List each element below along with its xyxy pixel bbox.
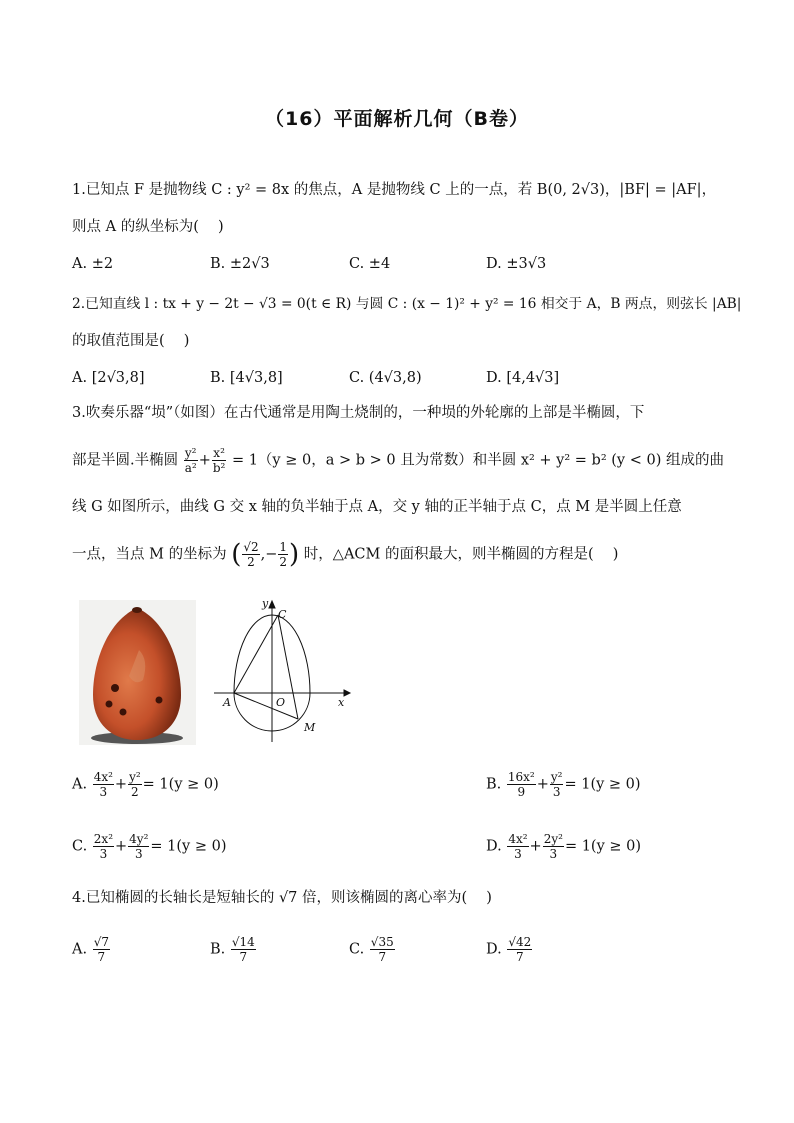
label-y: y: [262, 597, 269, 610]
q3-line4-lead: 一点，当点 M 的坐标为: [72, 546, 227, 563]
q3-stem-line2: 部是半圆.半椭圆 $\frac{\text{y²}}{\text{a²}}$ + $\frac{\text{x²}}{\text{b²}}$ = 1（y ≥ 0，a > b > 0 且为常数）和半圆 x² + y² = b² (y < 0) 组成的曲: [72, 446, 724, 475]
option-frac-2: [550, 770, 564, 799]
frac-den: 3: [99, 847, 108, 861]
q3-line2-lead: 部是半圆.半椭圆: [72, 452, 179, 469]
option-letter: B.: [210, 941, 226, 958]
frac-num: 16x²: [507, 770, 535, 784]
frac-den: 9: [517, 785, 526, 799]
option-letter: A.: [72, 776, 88, 793]
frac-den: 2: [131, 785, 139, 799]
option-letter: D.: [486, 838, 502, 855]
frac-num: 4y²: [129, 832, 149, 846]
frac-num: 2x²: [93, 832, 114, 846]
option-frac: [370, 935, 395, 964]
option-tail: = 1(y ≥ 0): [150, 838, 227, 855]
option-frac-1: [507, 832, 528, 861]
frac-den: 3: [514, 847, 522, 861]
q2-option-b: B. [4√3,8]: [210, 370, 283, 386]
label-a: A: [223, 696, 231, 709]
option-letter: C.: [72, 838, 88, 855]
segment-ac: [234, 615, 278, 693]
q4-option-c: [349, 935, 396, 964]
option-tail: = 1(y ≥ 0): [564, 776, 641, 793]
q3-line4-tail: 时，△ACM 的面积最大，则半椭圆的方程是( ): [303, 546, 619, 563]
q2-stem-line2: 的取值范围是( ): [72, 333, 190, 349]
q3-option-d: D. $\frac{\text{4x²}}{3}$ + $\frac{\text{2y²}}{3}$ = 1(y ≥ 0): [486, 832, 642, 861]
q3-coord-x: [242, 540, 259, 569]
frac-den: 2: [279, 555, 288, 569]
option-frac-1: [93, 832, 114, 861]
q1-option-b: B. ±2√3: [210, 256, 270, 272]
option-tail: = 1(y ≥ 0): [142, 776, 219, 793]
q3-stem-line4: 一点，当点 M 的坐标为 ( $\frac{√2}{2}$ ,− $\frac{1}{2}$ ) 时，△ACM 的面积最大，则半椭圆的方程是( ): [72, 539, 619, 570]
option-frac-1: [507, 770, 536, 799]
paren-close: ): [289, 539, 300, 570]
q3-option-a: A. $\frac{\text{4x²}}{3}$ + $\frac{\text{y²}}{2}$ = 1(y ≥ 0): [72, 770, 219, 799]
q1-option-d: D. ±3√3: [486, 256, 547, 272]
frac-den: 3: [549, 847, 558, 861]
label-c: C: [278, 608, 287, 621]
frac-den: 7: [515, 950, 524, 964]
q3-stem-line1: 3.吹奏乐器“埙”（如图）在古代通常是用陶土烧制的，一种埙的外轮廓的上部是半椭圆，下: [72, 405, 645, 421]
frac-num: √42: [508, 935, 532, 949]
frac-num: √35: [370, 935, 394, 949]
q1-stem-line1: 1.已知点 F 是抛物线 C : y² = 8x 的焦点，A 是抛物线 C 上的一点，若 B(0, 2√3)，|BF| = |AF|，: [72, 182, 717, 198]
label-o: O: [276, 696, 286, 709]
label-x: x: [338, 696, 345, 709]
frac-den: 3: [134, 847, 143, 861]
label-m: M: [304, 721, 316, 734]
paren-open: (: [231, 539, 242, 570]
q3-option-b: B. $\frac{\text{16x²}}{9}$ + $\frac{\text{y²}}{3}$ = 1(y ≥ 0): [486, 770, 641, 799]
option-letter: A.: [72, 941, 88, 958]
frac-den: 7: [378, 950, 387, 964]
frac-num: 4x²: [508, 832, 528, 846]
q1-stem-line2: 则点 A 的纵坐标为( ): [72, 219, 224, 235]
q3-coord-y: [278, 540, 288, 569]
frac-num: 1: [279, 540, 288, 554]
frac-num: x²: [213, 446, 225, 460]
option-frac: [93, 935, 110, 964]
frac-num: y²: [184, 446, 197, 460]
frac-den: 7: [97, 950, 106, 964]
option-frac: [507, 935, 532, 964]
q1-option-a: A. ±2: [72, 256, 114, 272]
q4-stem: 4.已知椭圆的长轴长是短轴长的 √7 倍，则该椭圆的离心率为( ): [72, 890, 492, 906]
xun-photo: [79, 600, 196, 745]
frac-den: b²: [212, 461, 226, 475]
option-frac-2: [128, 832, 149, 861]
q2-stem-line1: 2.已知直线 l : tx + y − 2t − √3 = 0(t ∈ R) 与圆 C : (x − 1)² + y² = 16 相交于 A，B 两点，则弦长 |AB|: [72, 296, 742, 312]
option-frac-2: [128, 770, 142, 799]
option-letter: D.: [486, 941, 502, 958]
option-letter: B.: [486, 776, 502, 793]
option-tail: = 1(y ≥ 0): [564, 838, 642, 855]
option-frac-2: [543, 832, 564, 861]
q2-option-a: A. [2√3,8]: [72, 370, 145, 386]
y-axis-arrow: [269, 601, 275, 608]
q3-ellipse-frac-x: [212, 446, 227, 475]
frac-den: 3: [552, 785, 561, 799]
frac-num: √14: [231, 935, 255, 949]
q4-option-b: [210, 935, 257, 964]
frac-num: √2: [243, 540, 259, 554]
q3-line2-tail: = 1（y ≥ 0，a > b > 0 且为常数）和半圆 x² + y² = b² (y < 0) 组成的曲: [231, 452, 724, 469]
frac-num: y²: [129, 770, 141, 784]
q4-option-d: [486, 935, 533, 964]
frac-den: 3: [99, 785, 108, 799]
option-frac: [231, 935, 256, 964]
q3-ellipse-frac-y: [184, 446, 198, 475]
segment-am: [234, 693, 298, 719]
curve-g-diagram: [214, 596, 354, 744]
frac-den: 2: [247, 555, 255, 569]
q2-option-c: C. (4√3,8): [349, 370, 422, 386]
option-letter: C.: [349, 941, 365, 958]
frac-num: 4x²: [93, 770, 113, 784]
frac-den: a²: [184, 461, 197, 475]
q2-option-d: D. [4,4√3]: [486, 370, 560, 386]
q3-stem-line3: 线 G 如图所示，曲线 G 交 x 轴的负半轴于点 A，交 y 轴的正半轴于点 C，点 M 是半圆上任意: [72, 499, 682, 515]
frac-num: y²: [550, 770, 563, 784]
frac-num: 2y²: [543, 832, 563, 846]
q3-option-c: C. $\frac{\text{2x²}}{3}$ + $\frac{\text{4y²}}{3}$ = 1(y ≥ 0): [72, 832, 227, 861]
frac-num: √7: [93, 935, 109, 949]
x-axis-arrow: [344, 690, 350, 696]
frac-den: 7: [239, 950, 248, 964]
q4-option-a: [72, 935, 111, 964]
q1-option-c: C. ±4: [349, 256, 391, 272]
option-frac-1: [93, 770, 114, 799]
page-title: （16）平面解析几何（B卷）: [265, 108, 529, 130]
